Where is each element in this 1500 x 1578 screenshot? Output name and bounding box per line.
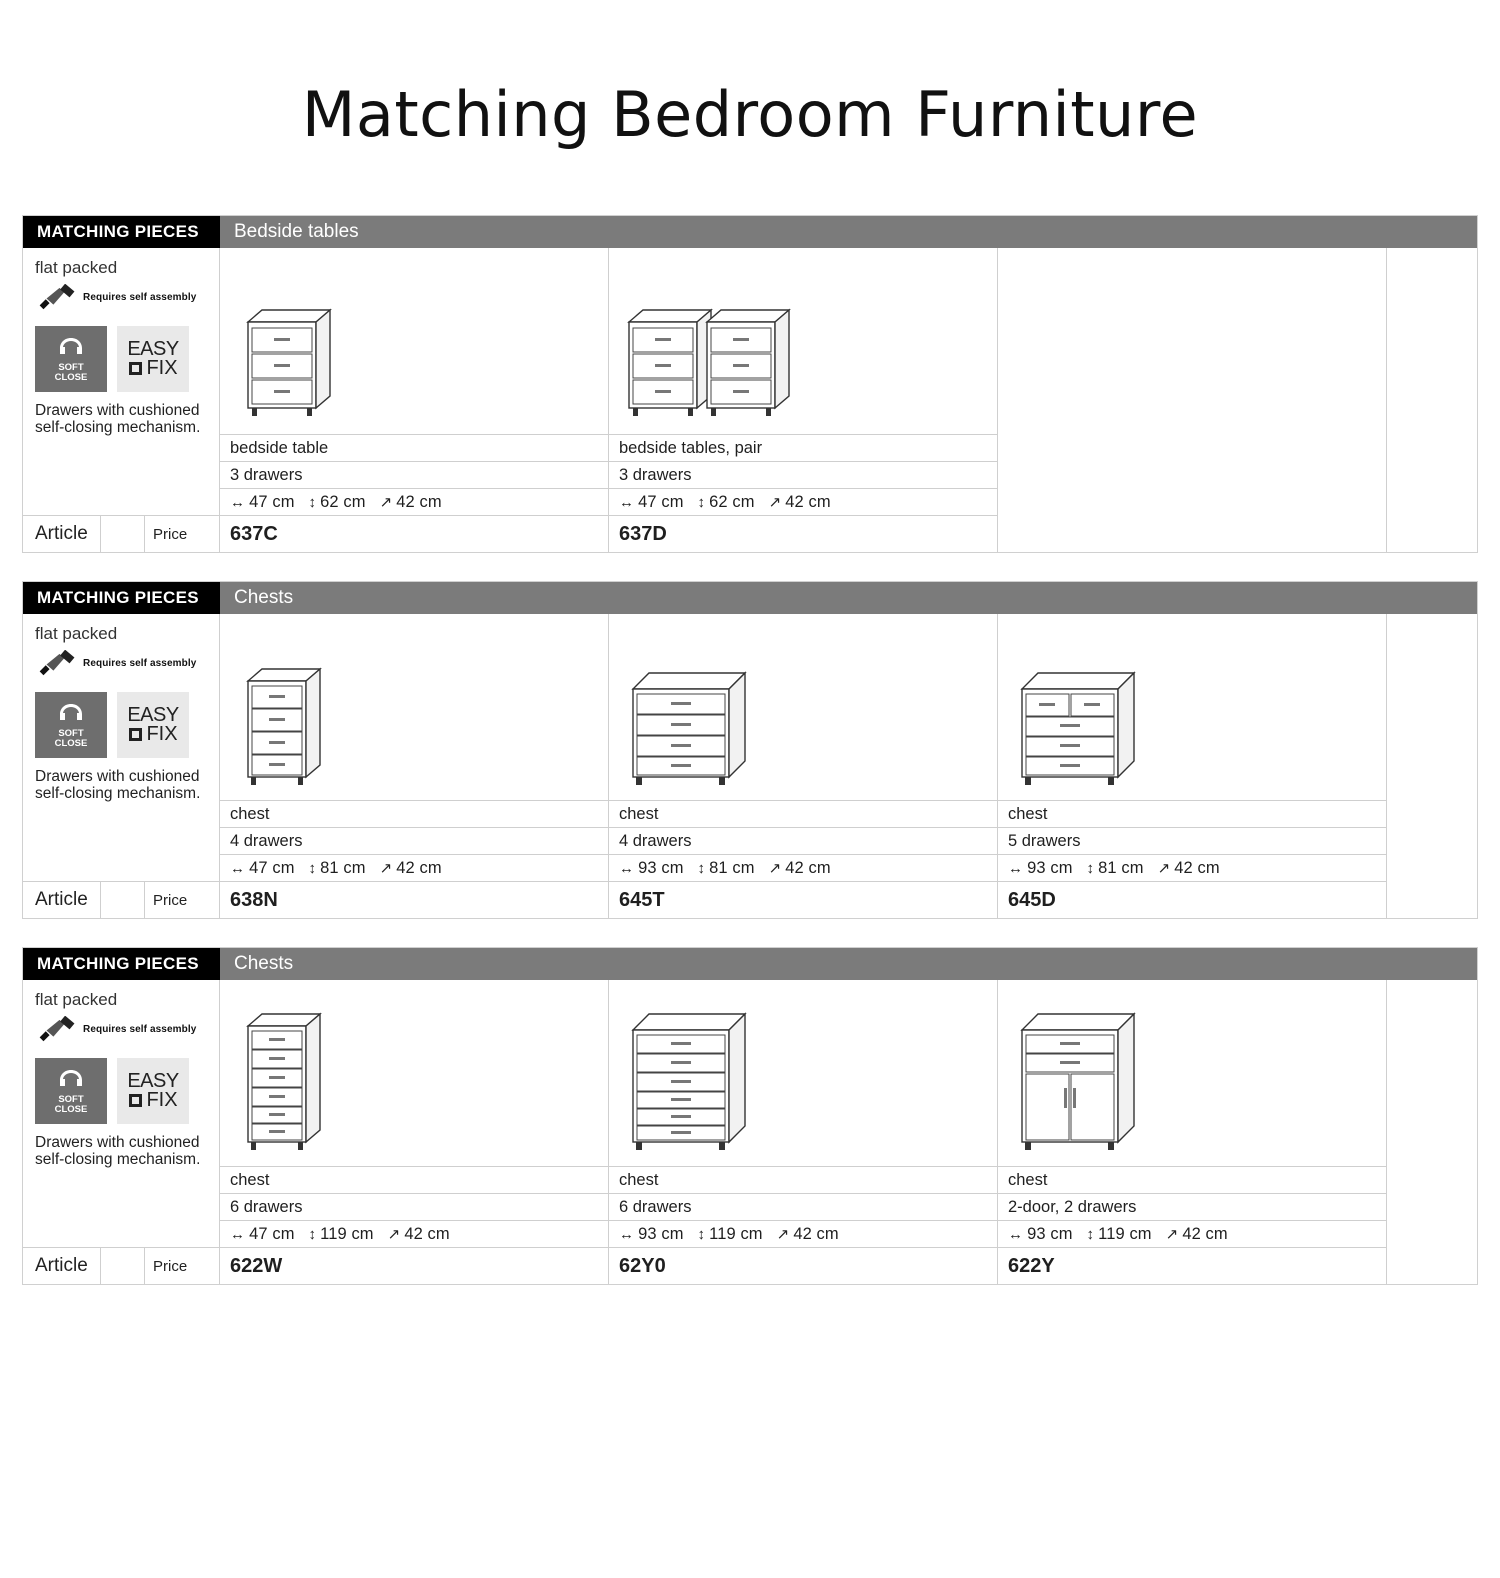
height-icon: ↕ [1086,859,1095,877]
product-drawers: 6 drawers [609,1193,997,1220]
product-dimensions [609,854,997,881]
height-icon: ↕ [697,493,706,511]
width-icon: ↔ [230,1225,246,1243]
info-column [23,614,220,918]
depth-icon: ↗ [776,1226,790,1243]
chest-6-drawers-narrow-illustration [230,1008,340,1158]
height-icon: ↕ [697,1225,706,1243]
width-icon: ↔ [1008,859,1024,877]
product-width: 47 cm [249,858,295,877]
product-column-empty [1387,248,1477,552]
easy-fix-badge [117,692,189,758]
chest-5-drawers-illustration [1008,657,1168,792]
matching-pieces-label: MATCHING PIECES [23,216,220,248]
soft-close-badge [35,692,107,758]
height-icon: ↕ [308,859,317,877]
screwdriver-icon [35,1016,81,1042]
self-assembly-label: Requires self assembly [83,291,197,303]
product-drawers: 3 drawers [609,461,997,488]
article-price-row [23,881,219,918]
flat-packed-label: flat packed [35,624,118,643]
self-assembly-row [35,646,209,680]
cushion-note: Drawers with cushioned self-closing mechanism. [35,768,201,803]
soft-close-icon [58,1068,84,1092]
width-icon: ↔ [1008,1225,1024,1243]
product-image [609,614,997,800]
product-height: 81 cm [709,858,755,877]
section-category-label: Bedside tables [220,216,1477,248]
catalogue-page [0,78,1500,1578]
soft-close-icon [58,336,84,360]
close-label: CLOSE [54,1103,88,1115]
section-header [23,582,1477,614]
chest-6-drawers-wide-illustration [619,1008,779,1158]
product-image [609,980,997,1166]
product-height: 119 cm [709,1224,763,1243]
depth-icon: ↗ [1165,1226,1179,1243]
bedside-tables-pair-illustration [619,296,799,426]
product-width: 47 cm [249,492,295,511]
close-label: CLOSE [54,737,88,749]
fix-label: FIX [146,1089,178,1111]
product-depth: 42 cm [396,492,442,511]
product-name: chest [220,800,608,827]
cushion-note: Drawers with cushioned self-closing mechanism. [35,402,201,437]
product-column [220,248,609,552]
product-drawers: 6 drawers [220,1193,608,1220]
product-image [998,980,1386,1166]
self-assembly-row [35,1012,209,1046]
article-label: Article [23,516,101,552]
cushion-note: Drawers with cushioned self-closing mechanism. [35,1134,201,1169]
soft-close-icon [58,702,84,726]
product-column [609,614,998,918]
product-dimensions [609,488,997,515]
box-icon [128,361,143,376]
product-depth: 42 cm [785,858,831,877]
product-name: chest [998,1166,1386,1193]
product-article-code: 637D [609,515,997,552]
soft-label: SOFT [58,361,84,373]
product-dimensions [998,854,1386,881]
depth-icon: ↗ [379,494,393,511]
product-height: 62 cm [320,492,366,511]
article-price-row [23,1247,219,1284]
product-width: 93 cm [638,858,684,877]
product-drawers: 3 drawers [220,461,608,488]
article-label: Article [23,882,101,918]
product-depth: 42 cm [1182,1224,1228,1243]
bedside-table-illustration [230,296,340,426]
product-dimensions [220,854,608,881]
product-image [220,980,608,1166]
height-icon: ↕ [308,493,317,511]
depth-icon: ↗ [387,1226,401,1243]
feature-badges [35,692,209,758]
depth-icon: ↗ [1157,860,1171,877]
article-blank-cell [101,882,145,918]
soft-close-badge [35,1058,107,1124]
product-depth: 42 cm [1174,858,1220,877]
close-label: CLOSE [54,371,88,383]
section-header [23,216,1477,248]
easy-fix-badge [117,326,189,392]
width-icon: ↔ [230,493,246,511]
height-icon: ↕ [1086,1225,1095,1243]
self-assembly-row [35,280,209,314]
product-image [220,614,608,800]
product-article-code: 638N [220,881,608,918]
section-bedside-tables [22,215,1478,553]
product-article-code: 645D [998,881,1386,918]
price-label: Price [153,891,188,909]
section-body [23,980,1477,1284]
product-article-code: 622W [220,1247,608,1284]
product-name: bedside table [220,434,608,461]
easy-label: EASY [127,704,179,726]
box-icon [128,727,143,742]
chest-4-drawers-narrow-illustration [230,657,340,792]
section-category-label: Chests [220,948,1477,980]
product-column-empty [998,248,1387,552]
fix-label: FIX [146,723,178,745]
product-width: 47 cm [249,1224,295,1243]
price-label: Price [153,525,188,543]
product-width: 93 cm [1027,858,1073,877]
product-height: 62 cm [709,492,755,511]
flat-packed-label: flat packed [35,258,118,277]
product-name: chest [220,1166,608,1193]
screwdriver-icon [35,650,81,676]
product-column [609,980,998,1284]
product-drawers: 5 drawers [998,827,1386,854]
product-height: 119 cm [1098,1224,1152,1243]
product-image [220,248,608,434]
sections-container [22,215,1478,1285]
soft-close-badge [35,326,107,392]
product-height: 119 cm [320,1224,374,1243]
info-column [23,980,220,1284]
fix-row [128,725,177,744]
product-width: 93 cm [1027,1224,1073,1243]
flat-packed-label: flat packed [35,990,118,1009]
product-columns [220,614,1477,918]
price-label: Price [153,1257,188,1275]
product-dimensions [998,1220,1386,1247]
product-article-code: 62Y0 [609,1247,997,1284]
chest-2-door-2-drawers-illustration [1008,1008,1168,1158]
product-column-empty [1387,980,1477,1284]
product-article-code: 622Y [998,1247,1386,1284]
product-drawers: 4 drawers [609,827,997,854]
fix-label: FIX [146,357,178,379]
easy-fix-badge [117,1058,189,1124]
product-name: chest [609,1166,997,1193]
product-name: chest [609,800,997,827]
product-article-code: 637C [220,515,608,552]
depth-icon: ↗ [768,860,782,877]
fix-row [128,359,177,378]
product-dimensions [220,488,608,515]
height-icon: ↕ [697,859,706,877]
product-height: 81 cm [1098,858,1144,877]
section-body [23,248,1477,552]
product-name: bedside tables, pair [609,434,997,461]
section-body [23,614,1477,918]
matching-pieces-label: MATCHING PIECES [23,948,220,980]
screwdriver-icon [35,284,81,310]
section-chests-2 [22,947,1478,1285]
product-column-empty [1387,614,1477,918]
product-column [220,980,609,1284]
self-assembly-label: Requires self assembly [83,1023,197,1035]
box-icon [128,1093,143,1108]
self-assembly-label: Requires self assembly [83,657,197,669]
product-column [220,614,609,918]
product-width: 47 cm [638,492,684,511]
chest-4-drawers-wide-illustration [619,657,779,792]
product-dimensions [220,1220,608,1247]
product-drawers: 4 drawers [220,827,608,854]
product-image [998,614,1386,800]
article-price-row [23,515,219,552]
product-height: 81 cm [320,858,366,877]
info-column [23,248,220,552]
matching-pieces-label: MATCHING PIECES [23,582,220,614]
article-blank-cell [101,516,145,552]
product-image [609,248,997,434]
easy-label: EASY [127,1070,179,1092]
product-columns [220,980,1477,1284]
feature-badges [35,326,209,392]
product-column [998,980,1387,1284]
article-blank-cell [101,1248,145,1284]
product-name: chest [998,800,1386,827]
product-dimensions [609,1220,997,1247]
section-chests-1 [22,581,1478,919]
product-column [998,614,1387,918]
product-depth: 42 cm [404,1224,450,1243]
width-icon: ↔ [619,1225,635,1243]
product-depth: 42 cm [793,1224,839,1243]
depth-icon: ↗ [768,494,782,511]
feature-badges [35,1058,209,1124]
product-column [609,248,998,552]
soft-label: SOFT [58,727,84,739]
product-article-code: 645T [609,881,997,918]
product-width: 93 cm [638,1224,684,1243]
soft-label: SOFT [58,1093,84,1105]
page-title: Matching Bedroom Furniture [301,78,1199,151]
section-header [23,948,1477,980]
fix-row [128,1091,177,1110]
width-icon: ↔ [619,493,635,511]
product-depth: 42 cm [785,492,831,511]
easy-label: EASY [127,338,179,360]
depth-icon: ↗ [379,860,393,877]
product-depth: 42 cm [396,858,442,877]
width-icon: ↔ [230,859,246,877]
product-columns [220,248,1477,552]
width-icon: ↔ [619,859,635,877]
article-label: Article [23,1248,101,1284]
height-icon: ↕ [308,1225,317,1243]
product-drawers: 2-door, 2 drawers [998,1193,1386,1220]
section-category-label: Chests [220,582,1477,614]
